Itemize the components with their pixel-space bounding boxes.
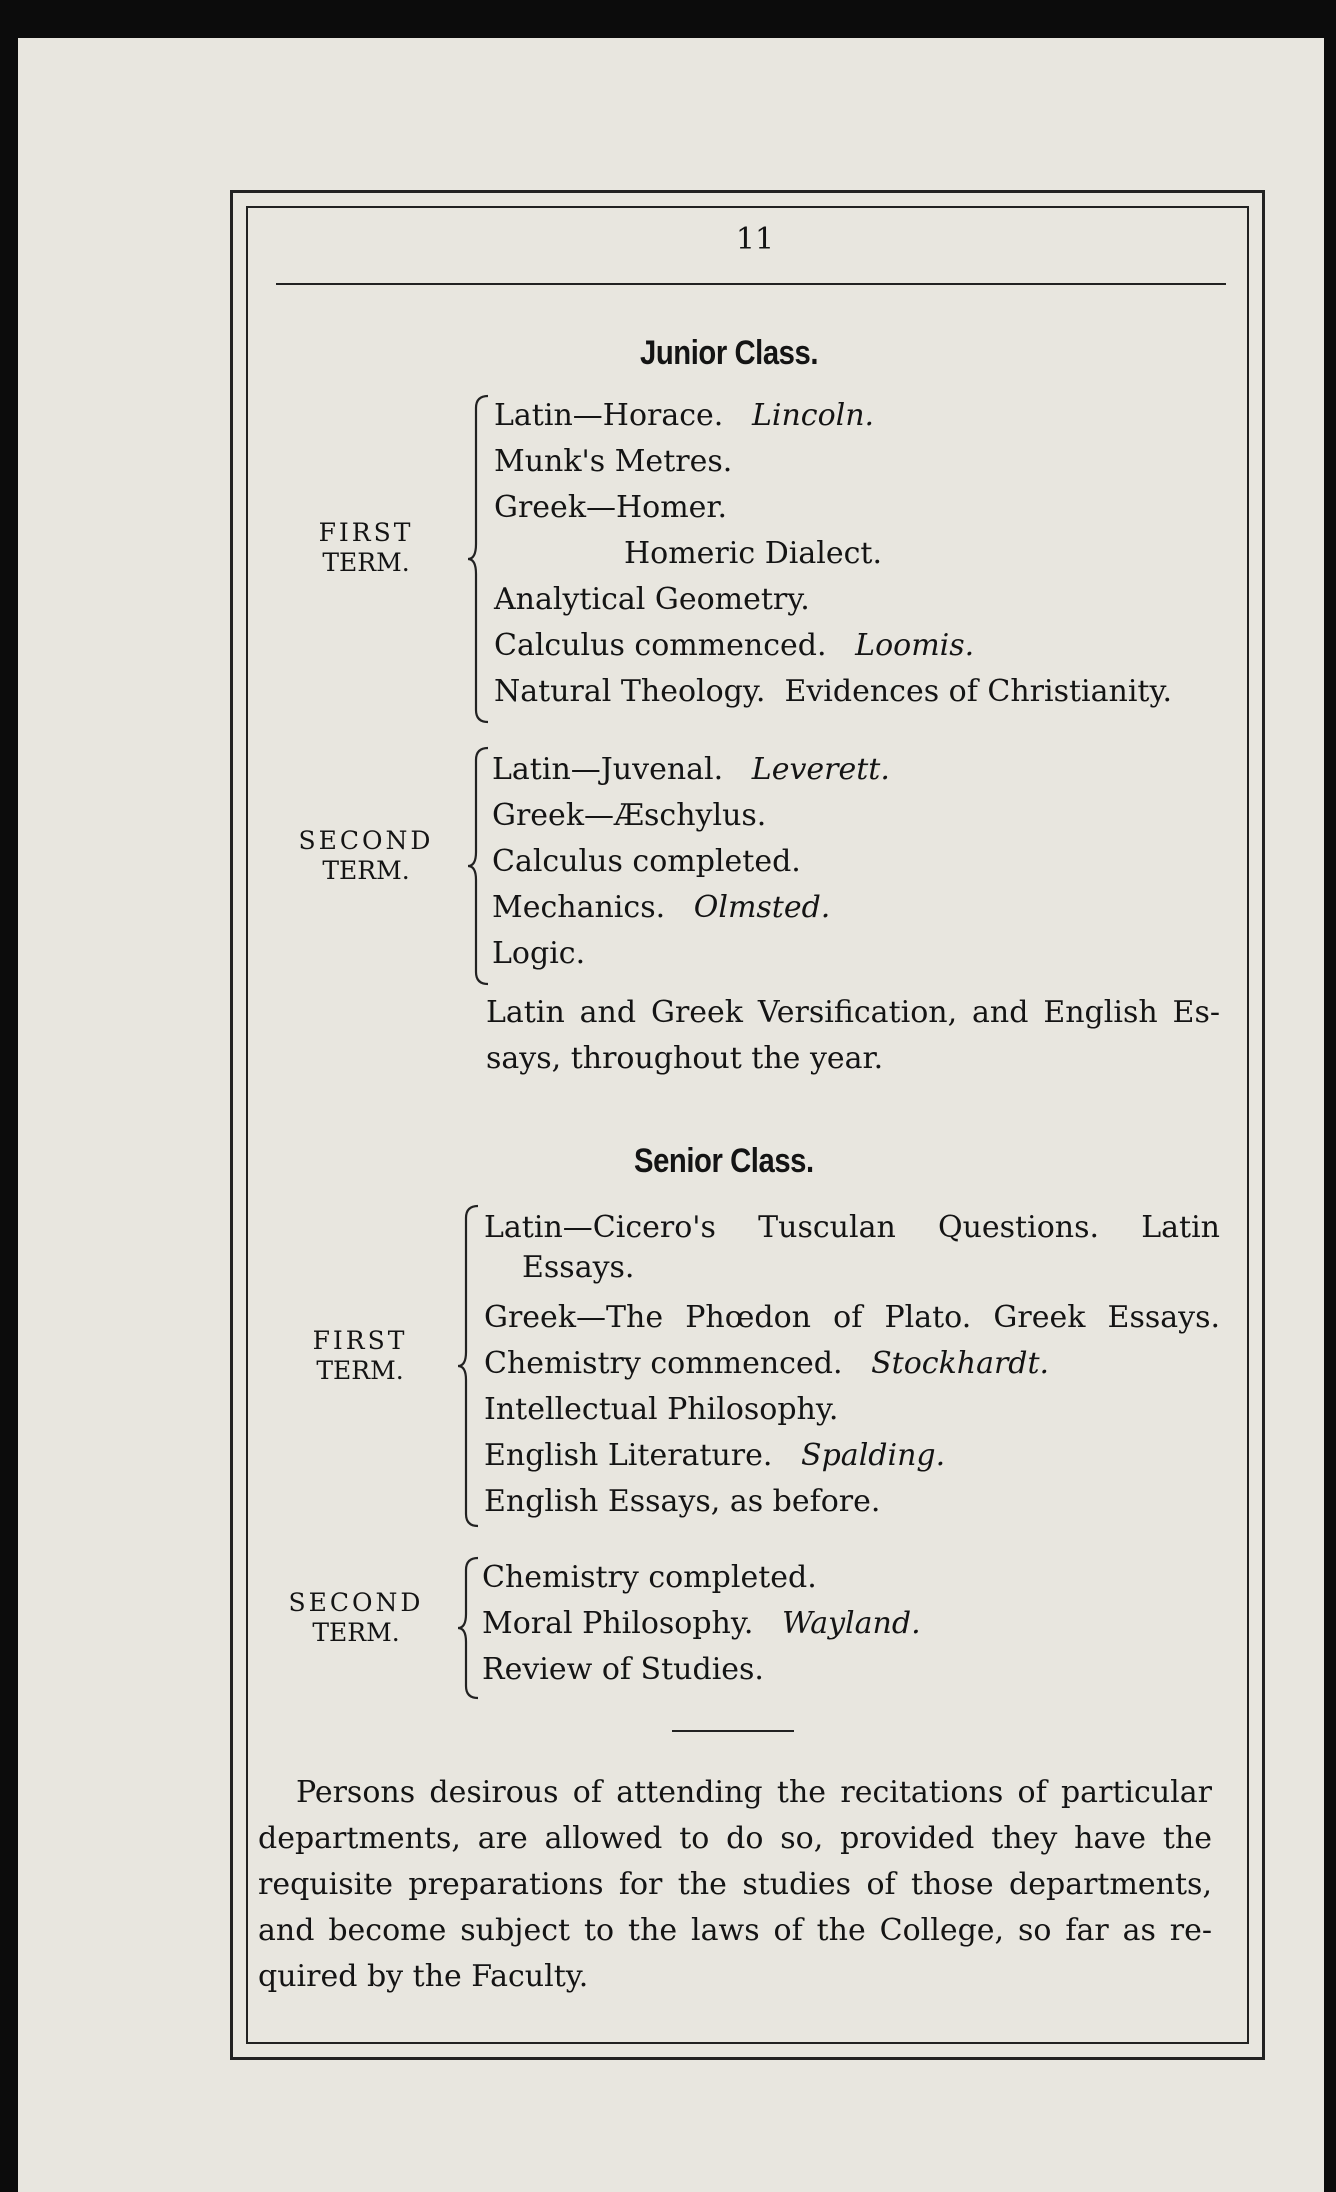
textbook-author: Lincoln. [751,398,875,433]
junior-versification-note [486,990,1220,1082]
attendance-notice [258,1770,1212,2000]
subject-text: Calculus completed. [492,844,801,879]
textbook-author: Leverett. [751,752,890,787]
subject-text: Munk's Metres. [494,444,733,479]
subject-line [484,1438,945,1473]
textbook-author: Wayland. [782,1606,921,1641]
subject-line [494,582,810,617]
subject-text: Greek—Æschylus. [492,798,767,833]
note-line: Latin and Greek Versification, and English Es- [486,995,1220,1030]
subject-text: Natural Theology. Evidences of Christianity. [494,674,1172,709]
subject-line [482,1652,764,1687]
subject-line [492,844,801,879]
senior-first-term-label [290,1326,430,1386]
subject-text: Latin—Horace. [494,398,724,433]
textbook-author: Stockhardt. [871,1346,1050,1381]
subject-line [492,798,766,833]
subject-text: Chemistry commenced. [484,1346,843,1381]
subject-text: Latin—Juvenal. [492,752,724,787]
term-label-line: TERM. [312,1618,400,1647]
subject-line [484,1392,838,1427]
senior-second-term-brace [456,1556,482,1700]
subject-text: Analytical Geometry. [494,582,810,617]
subject-line [492,890,830,925]
term-label-line: TERM. [316,1356,404,1385]
subject-line [624,536,882,571]
notice-line: requisite preparations for the studies of those departments, [258,1867,1212,1902]
textbook-author: Spalding. [801,1438,946,1473]
subject-text: Homeric Dialect. [624,536,882,571]
subject-line [494,628,974,663]
junior-class-heading: Junior Class. [640,334,819,372]
subject-line [494,674,1172,709]
term-label-line: SECOND [298,826,434,855]
notice-line: Persons desirous of attending the recitations of particular [296,1775,1212,1810]
subject-line [494,444,732,479]
subject-text: English Literature. [484,1438,773,1473]
textbook-author: Olmsted. [693,890,831,925]
subject-text: Greek—Homer. [494,490,727,525]
subject-text: Logic. [492,936,586,971]
senior-second-term-label [270,1588,442,1648]
subject-text: Latin—Cicero's Tusculan Questions. Latin [484,1210,1220,1245]
subject-text: Greek—The Phœdon of Plato. Greek Essays. [484,1300,1220,1335]
subject-text: Chemistry completed. [482,1560,817,1595]
subject-line [492,936,585,971]
subject-line [484,1210,1220,1245]
note-line: says, throughout the year. [486,1041,884,1076]
subject-line [484,1300,1220,1335]
page-number: 11 [735,222,775,257]
senior-class-heading: Senior Class. [634,1142,814,1180]
subject-text: Essays. [522,1250,635,1285]
section-divider [672,1730,794,1732]
subject-text: Intellectual Philosophy. [484,1392,839,1427]
junior-second-term-brace [466,746,492,986]
subject-text: Calculus commenced. [494,628,827,663]
header-rule [276,283,1226,285]
subject-text: English Essays, as before. [484,1484,881,1519]
subject-line [494,398,874,433]
page-border-inner [246,206,1249,2044]
subject-text: Review of Studies. [482,1652,764,1687]
subject-text: Moral Philosophy. [482,1606,754,1641]
senior-first-term-brace [456,1204,482,1528]
notice-line: and become subject to the laws of the College, so far as re- [258,1913,1212,1948]
subject-line [492,752,890,787]
term-label-line: FIRST [318,518,414,547]
subject-line [494,490,727,525]
junior-first-term-label [296,518,436,578]
subject-line [482,1606,921,1641]
subject-line [484,1346,1049,1381]
subject-line [482,1560,817,1595]
term-label-line: FIRST [312,1326,408,1355]
subject-line [484,1484,880,1519]
subject-line [522,1250,634,1285]
textbook-author: Loomis. [855,628,975,663]
notice-line: quired by the Faculty. [258,1959,589,1994]
term-label-line: TERM. [322,548,410,577]
junior-first-term-brace [466,394,492,724]
notice-line: departments, are allowed to do so, provided they have the [258,1821,1212,1856]
subject-text: Mechanics. [492,890,666,925]
junior-second-term-label [280,826,452,886]
term-label-line: SECOND [288,1588,424,1617]
term-label-line: TERM. [322,856,410,885]
